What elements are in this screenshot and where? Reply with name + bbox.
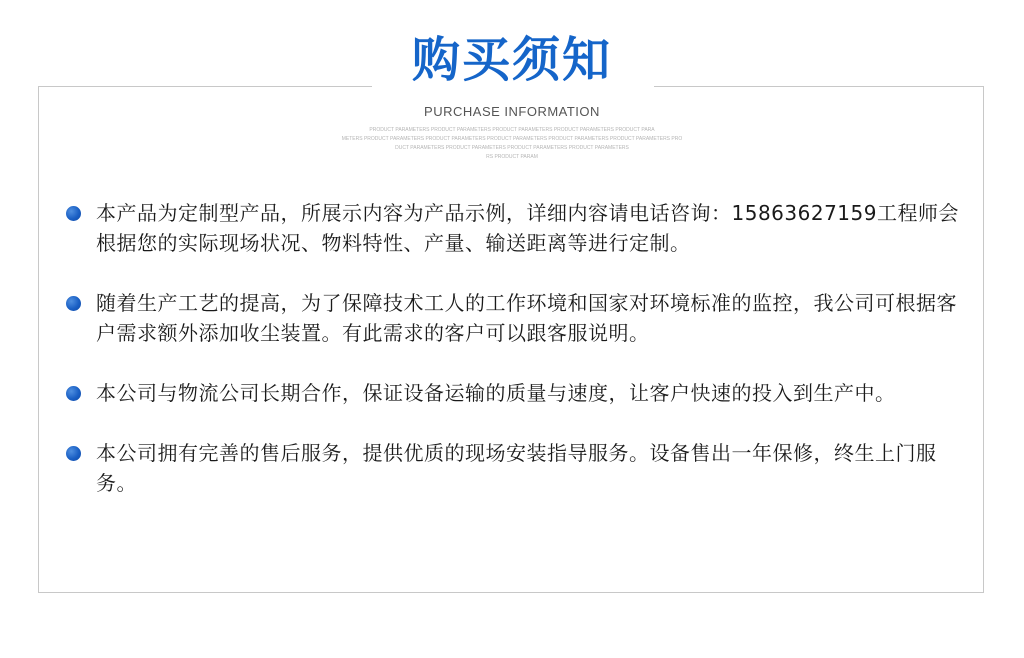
list-item-text: 本产品为定制型产品，所展示内容为产品示例，详细内容请电话咨询：15863627159工程师会根据您的实际现场状况、物料特性、产量、输送距离等进行定制。 bbox=[96, 201, 959, 255]
decor-line-1: PRODUCT PARAMETERS PRODUCT PARAMETERS PRODUCT PARAMETERS PRODUCT PARAMETERS PRODUCT PARA bbox=[369, 127, 655, 133]
list-item-text: 随着生产工艺的提高，为了保障技术工人的工作环境和国家对环境标准的监控，我公司可根据客户需求额外添加收尘装置。有此需求的客户可以跟客服说明。 bbox=[96, 291, 957, 345]
decor-line-4: RS PRODUCT PARAM bbox=[486, 154, 538, 160]
list-item bbox=[64, 438, 974, 498]
list-item bbox=[64, 378, 974, 408]
list-item bbox=[64, 198, 974, 258]
bullet-dot-icon bbox=[66, 296, 81, 311]
bullet-dot-icon bbox=[66, 206, 81, 221]
page-title: 购买须知 bbox=[411, 32, 612, 88]
page-subtitle: PURCHASE INFORMATION bbox=[424, 104, 600, 119]
list-item-text: 本公司与物流公司长期合作，保证设备运输的质量与速度，让客户快速的投入到生产中。 bbox=[96, 381, 896, 405]
bullet-dot-icon bbox=[66, 386, 81, 401]
info-list bbox=[64, 198, 974, 528]
list-item bbox=[64, 288, 974, 348]
decor-line-3: DUCT PARAMETERS PRODUCT PARAMETERS PRODUCT PARAMETERS PRODUCT PARAMETERS bbox=[395, 145, 629, 151]
bullet-dot-icon bbox=[66, 446, 81, 461]
list-item-text: 本公司拥有完善的售后服务，提供优质的现场安装指导服务。设备售出一年保修，终生上门服务。 bbox=[96, 441, 937, 495]
decor-line-2: METERS PRODUCT PARAMETERS PRODUCT PARAMETERS PRODUCT PARAMETERS PRODUCT PARAMETERS PRODUCT PARAMETERS PRO bbox=[341, 136, 683, 142]
